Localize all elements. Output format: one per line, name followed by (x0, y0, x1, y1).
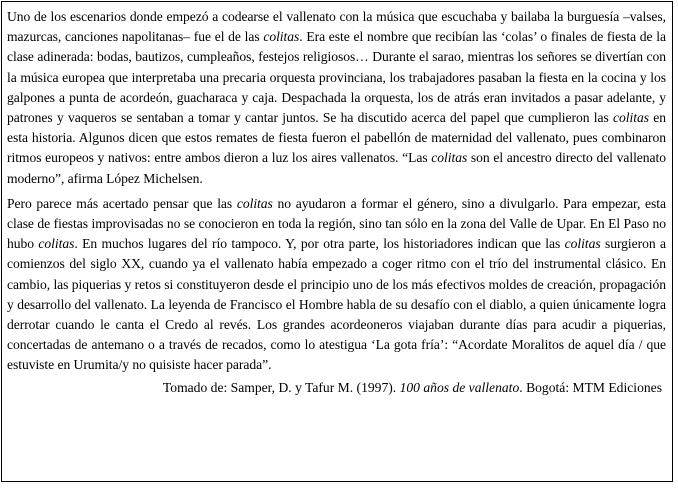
paragraph-2 (7, 194, 666, 376)
text-run: . Era este el nombre que recibían las ‘colas’ o finales de fiesta de la clase adinerada: bodas, bautizos, cumpleaños, festejos religiosos… Durante el sarao, mientras los señores se divertían con la música europea que interpretaba una precaria orquesta provinciana, los trabajadores pasaban la fiesta en la cocina y los galpones a punta de acordeón, guacharaca y caja. Despachada la orquesta, los de atrás eran invitados a pasar adelante, y patrones y vaqueros se sentaban a tomar y cantar juntos. Se ha discutido acerca del papel que cumplieron las (7, 29, 666, 126)
source-citation (7, 378, 662, 398)
italic-term: colitas (263, 29, 300, 45)
text-run: Uno de los escenarios donde empezó a codearse el vallenato con la música que escuchaba y bailaba la burguesía –valses, mazurcas, canciones napolitanas– fue el de las (7, 9, 666, 45)
citation-book-title: 100 años de vallenato (399, 379, 520, 395)
text-run: no ayudaron a formar el género, sino a divulgarlo. Para empezar, esta clase de fiestas improvisadas no se conocieron en toda la región, sino tan sólo en la zona del Valle de Upar. En El Paso no hubo (7, 195, 666, 252)
italic-term: colitas (613, 110, 649, 126)
italic-term: colitas (236, 195, 273, 211)
text-run: . En muchos lugares del río tampoco. Y, por otra parte, los historiadores indican que las (74, 236, 565, 252)
citation-text: . Bogotá: MTM Ediciones (519, 379, 662, 395)
text-run: surgieron a comienzos del siglo XX, cuando ya el vallenato había empezado a coger ritmo con el trío del instrumental clásico. En cambio, las piquerias y retos si constituyeron desde el principio uno de los más efectivos moldes de creación, propagación y desarrollo del vallenato. La leyenda de Francisco el Hombre habla de su desafío con el diablo, a quien únicamente logra derrotar cuando le canta el Credo al revés. Los grandes acordeoneros viajaban durante días para acudir a piquerias, concertadas de antemano o a través de recados, como lo atestigua ‘La gota fría’: “Acordate Moralitos de aquel día / que estuviste en Urumita/y no quisiste hacer parada”. (7, 236, 667, 373)
italic-term: colitas (38, 236, 75, 252)
text-run: en esta historia. Algunos dicen que estos remates de fiesta fueron el pabellón de maternidad del vallenato, pues combinaron ritmos europeos y nativos: entre ambos dieron a luz los aires vallenatos. “Las (7, 110, 666, 166)
italic-term: colitas (564, 236, 601, 252)
paragraph-1 (7, 7, 666, 189)
citation-text: Tomado de: Samper, D. y Tafur M. (1997). (162, 379, 400, 395)
text-run: son el ancestro directo del vallenato moderno”, afirma López Michelsen. (7, 150, 666, 186)
text-run: Pero parece más acertado pensar que las (7, 195, 237, 211)
text-frame (1, 1, 673, 482)
italic-term: colitas (431, 150, 468, 166)
